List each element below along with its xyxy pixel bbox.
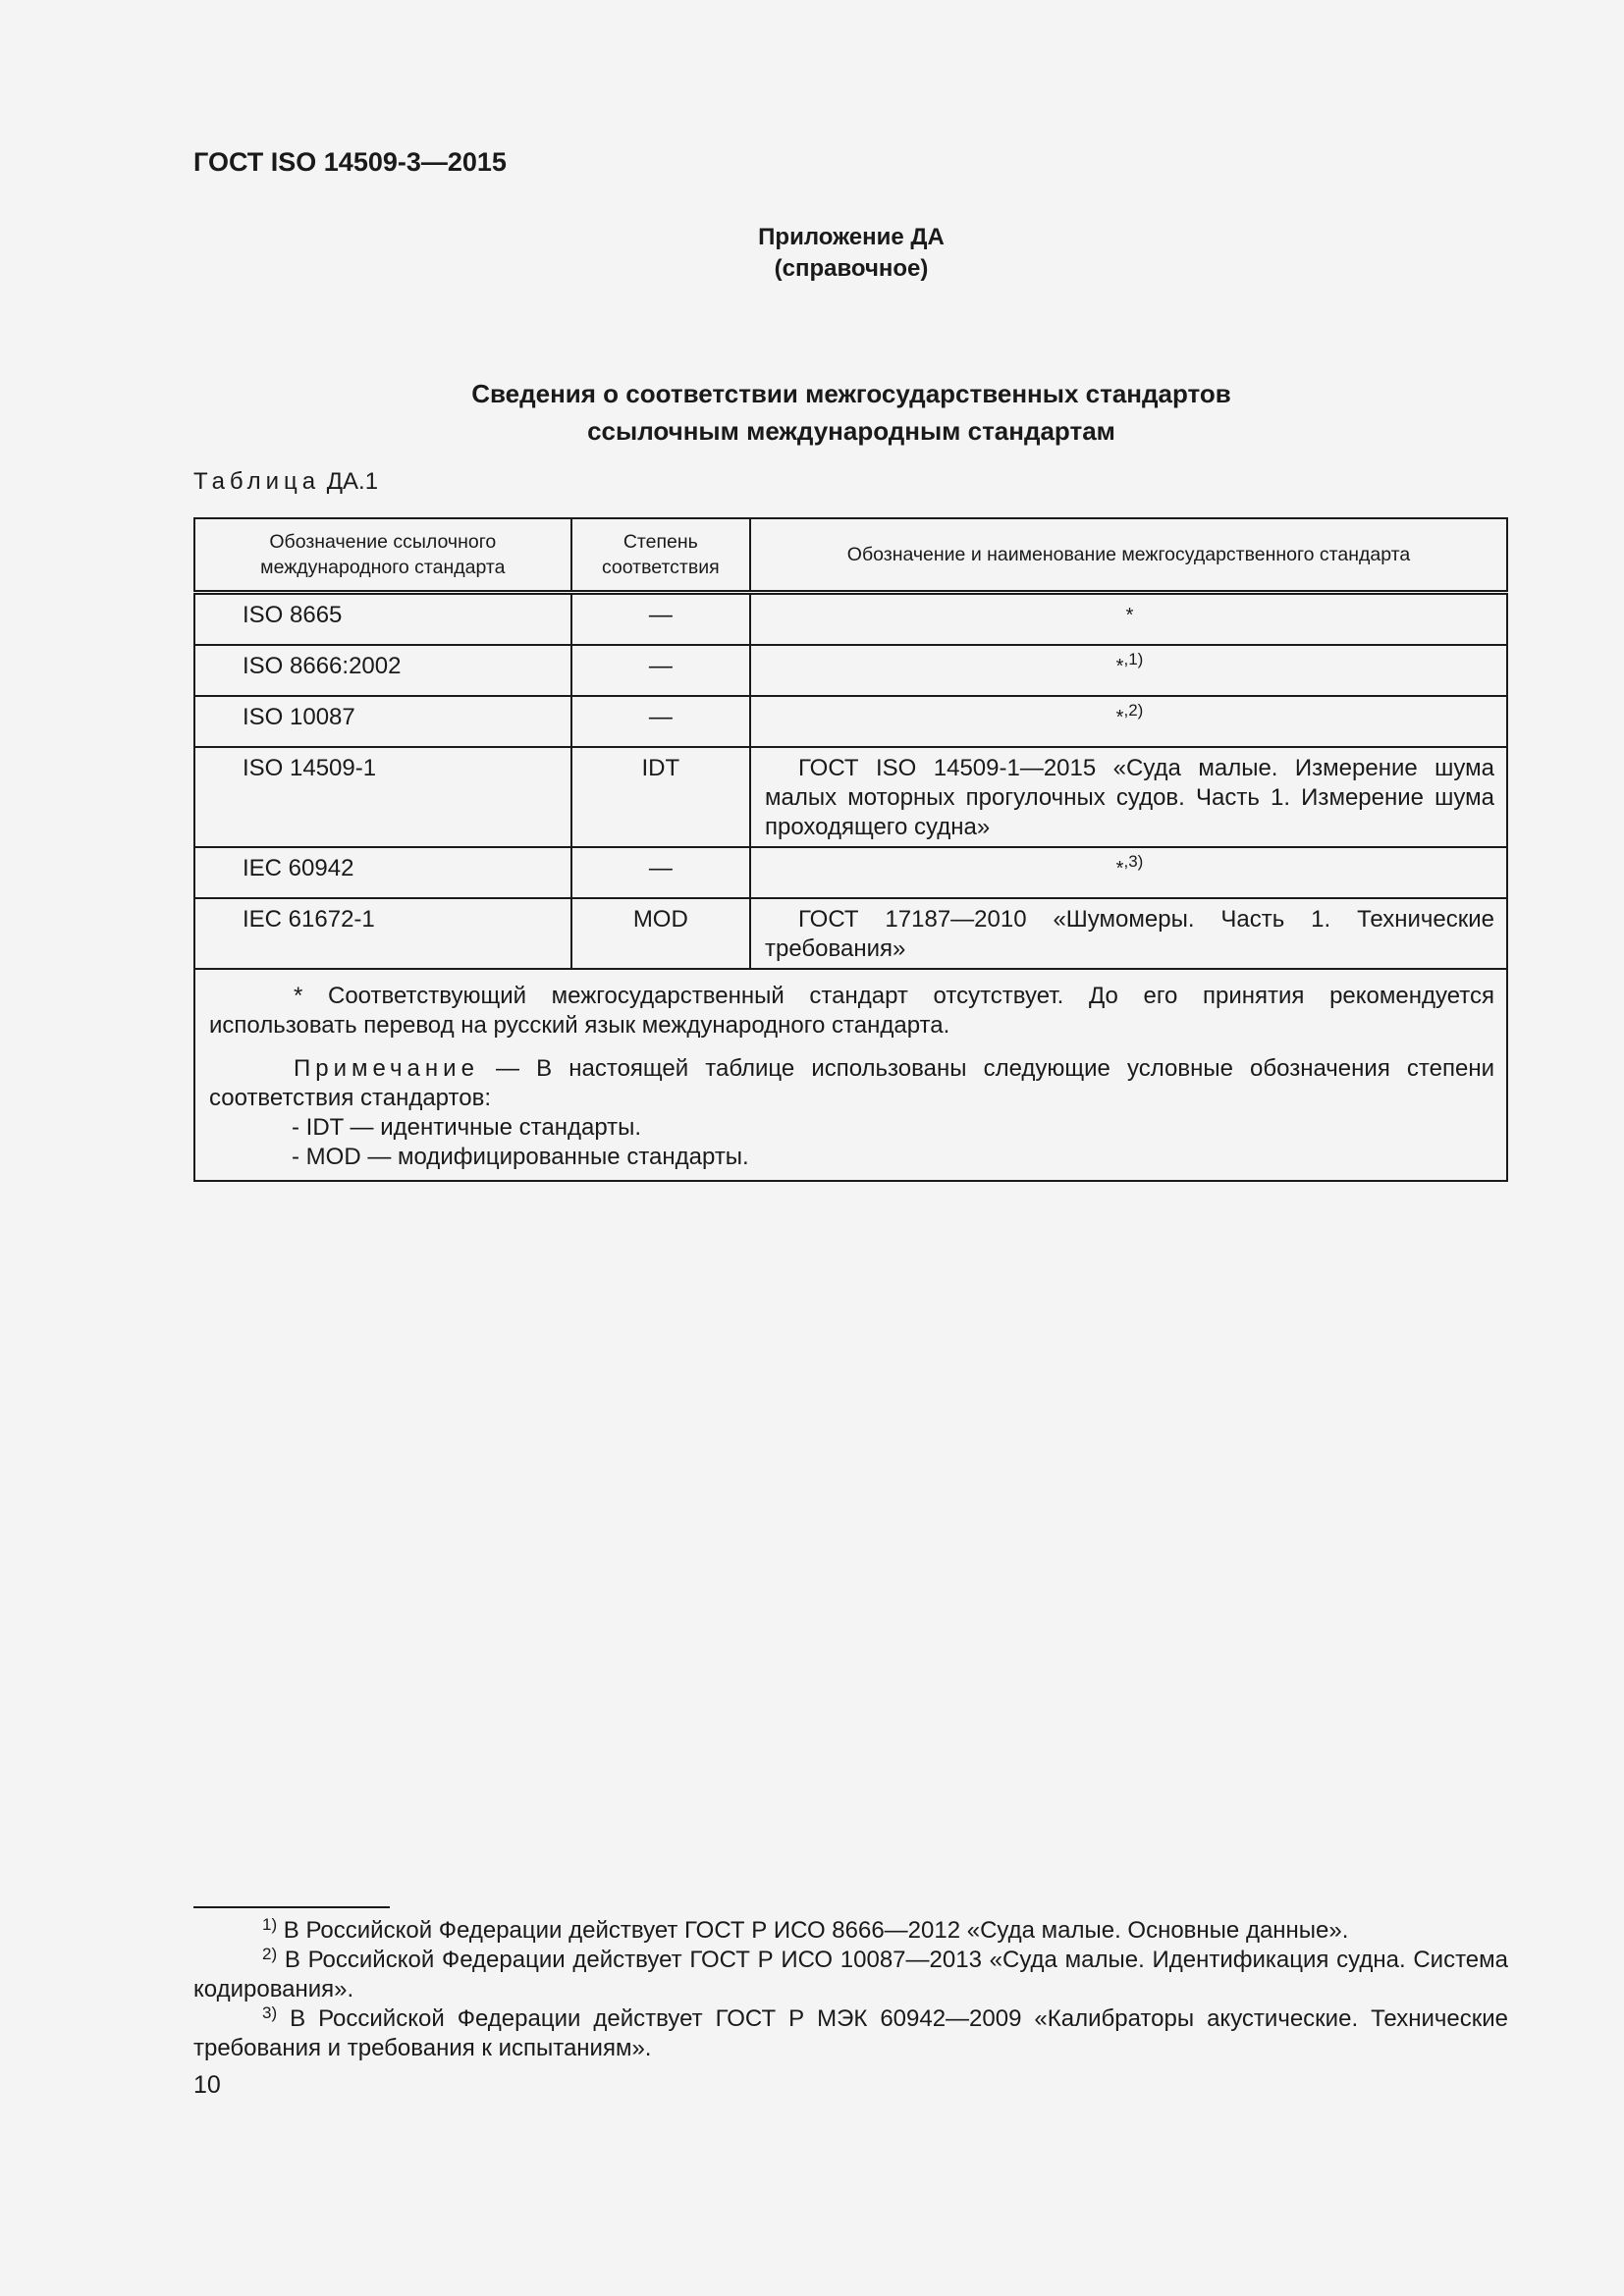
- section-heading-line1: Сведения о соответствии межгосударственных стандартов: [471, 379, 1231, 408]
- table-row: [194, 593, 1507, 646]
- footnote-text: В Российской Федерации действует ГОСТ Р МЭК 60942—2009 «Калибраторы акустические. Технические требования и требования к испытаниям».: [193, 2005, 1508, 2061]
- header-degree-line2: соответствия: [601, 557, 720, 578]
- row-standard: ГОСТ 17187—2010 «Шумомеры. Часть 1. Технические требования»: [750, 898, 1507, 969]
- footnote-mark: 1): [262, 1915, 278, 1934]
- note-paragraph: [209, 1054, 1494, 1113]
- row-footnote-ref: ,3): [1123, 852, 1144, 871]
- row-star: *: [1125, 605, 1134, 626]
- header-degree-line1: Степень: [623, 531, 698, 553]
- row-footnote-ref: ,2): [1123, 701, 1144, 720]
- header-ref-line2: международного стандарта: [260, 557, 506, 578]
- table-row: [194, 696, 1507, 747]
- footnote-text: В Российской Федерации действует ГОСТ Р ИСО 10087—2013 «Суда малые. Идентификация судна. Система кодирования».: [193, 1947, 1508, 2002]
- footnotes: [193, 1916, 1508, 2063]
- page-number: 10: [193, 2071, 221, 2099]
- row-ref: ISO 8665: [194, 593, 571, 646]
- table-label-word: Таблица: [193, 468, 321, 495]
- table-row: [194, 847, 1507, 898]
- row-degree: —: [571, 847, 750, 898]
- table-row: [194, 645, 1507, 696]
- header-interstate-standard: Обозначение и наименование межгосударственного стандарта: [750, 518, 1507, 593]
- header-ref-line1: Обозначение ссылочного: [269, 531, 497, 553]
- row-ref: ISO 14509-1: [194, 747, 571, 847]
- row-standard: [750, 696, 1507, 747]
- row-degree: MOD: [571, 898, 750, 969]
- row-degree: —: [571, 645, 750, 696]
- correspondence-table: [193, 517, 1508, 1182]
- row-degree: —: [571, 696, 750, 747]
- row-standard: ГОСТ ISO 14509-1—2015 «Суда малые. Измерение шума малых моторных прогулочных судов. Часть 1. Измерение шума проходящего судна»: [750, 747, 1507, 847]
- row-degree: —: [571, 593, 750, 646]
- row-ref: IEC 60942: [194, 847, 571, 898]
- table-row: [194, 898, 1507, 969]
- header-ref-standard: [194, 518, 571, 593]
- row-degree: IDT: [571, 747, 750, 847]
- header-degree: [571, 518, 750, 593]
- section-heading-line2: ссылочным международным стандартам: [587, 416, 1115, 446]
- table-label: [193, 468, 378, 496]
- row-star: *: [1115, 858, 1124, 880]
- row-standard: [750, 847, 1507, 898]
- appendix-subtitle: (справочное): [774, 255, 929, 282]
- appendix-title: Приложение ДА: [758, 224, 945, 250]
- section-heading: [0, 375, 1624, 450]
- row-star: *: [1115, 707, 1124, 728]
- row-ref: IEC 61672-1: [194, 898, 571, 969]
- note-text: — В настоящей таблице использованы следующие условные обозначения степени соответствия стандартов:: [209, 1055, 1494, 1111]
- row-star: *: [1115, 656, 1124, 677]
- footnote-mark: 3): [262, 2003, 278, 2022]
- row-standard: [750, 645, 1507, 696]
- table-header-row: [194, 518, 1507, 593]
- row-ref: ISO 10087: [194, 696, 571, 747]
- footnote: [193, 1916, 1508, 1946]
- note-item-idt: - IDT — идентичные стандарты.: [292, 1114, 642, 1141]
- footnote-text: В Российской Федерации действует ГОСТ Р ИСО 8666—2012 «Суда малые. Основные данные».: [277, 1917, 1349, 1944]
- note-item-mod: - MOD — модифицированные стандарты.: [292, 1144, 749, 1170]
- table-footer-row: [194, 969, 1507, 1181]
- footnote-mark: 2): [262, 1945, 278, 1963]
- footnote: [193, 1946, 1508, 2004]
- row-standard: [750, 593, 1507, 646]
- star-note: * Соответствующий межгосударственный стандарт отсутствует. До его принятия рекомендуется использовать перевод на русский язык международного стандарта.: [209, 983, 1494, 1039]
- footnote-divider: [193, 1906, 390, 1908]
- row-ref: ISO 8666:2002: [194, 645, 571, 696]
- document-code: ГОСТ ISO 14509-3—2015: [193, 147, 507, 177]
- footnote: [193, 2004, 1508, 2063]
- table-row: [194, 747, 1507, 847]
- row-footnote-ref: ,1): [1123, 650, 1144, 668]
- note-word: Примечание: [294, 1055, 479, 1082]
- table-label-number: ДА.1: [326, 468, 379, 495]
- table-notes: [194, 969, 1507, 1181]
